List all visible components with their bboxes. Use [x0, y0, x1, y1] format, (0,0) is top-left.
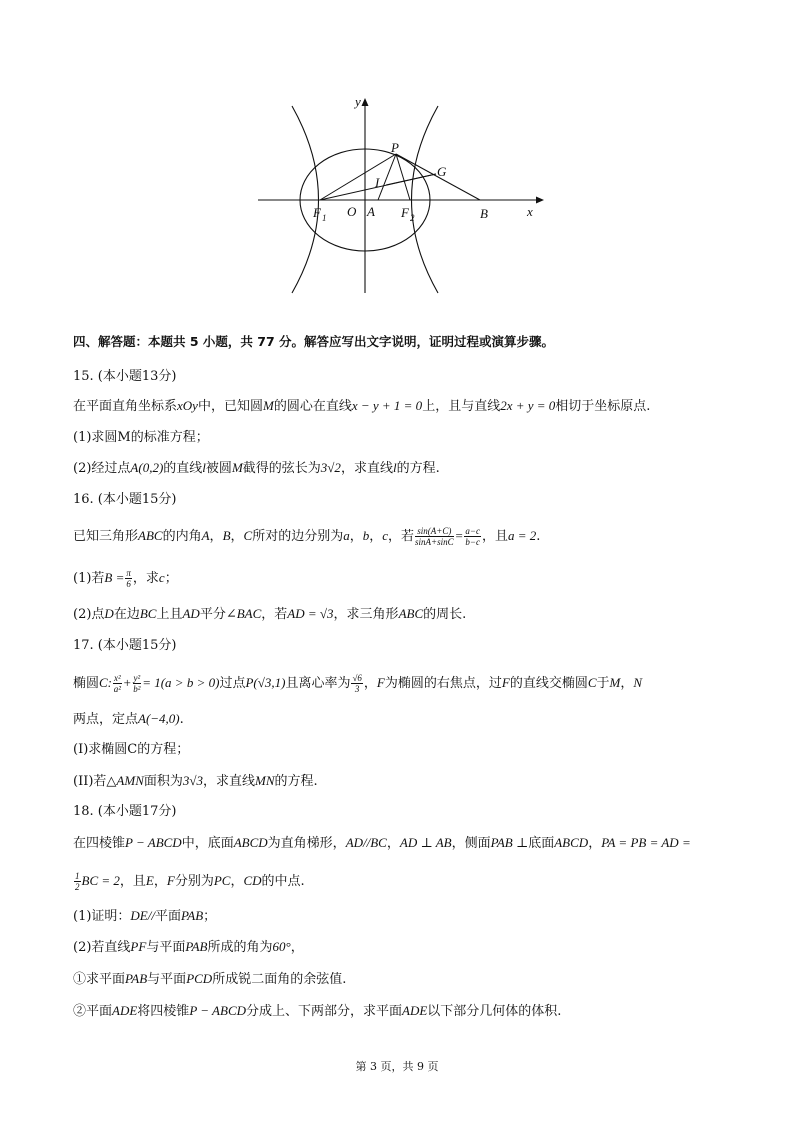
- label-y: y: [355, 94, 361, 109]
- label-F2: F: [401, 205, 409, 220]
- q15-heading: 15. (本小题13分): [73, 369, 177, 384]
- segment-F1P: [320, 154, 396, 200]
- q15-part2: (2)经过点A(0,2)的直线l被圆M截得的弦长为3√2，求直线l的方程.: [73, 460, 440, 476]
- label-I: I: [375, 175, 380, 190]
- q16-heading: 16. (本小题15分): [73, 492, 177, 507]
- label-F1-subscript: 1: [322, 213, 327, 223]
- label-B: B: [480, 206, 488, 221]
- q15-statement: 在平面直角坐标系xOy中，已知圆M的圆心在直线x − y + 1 = 0上，且与直线2x + y = 0相切于坐标原点.: [73, 398, 651, 414]
- q17-statement-line1: 椭圆C: $\frac{\text{x²}}{\text{a²}}$ + $\frac{\text{y²}}{\text{b²}}$ = 1(a > b > 0)过点P(√3,1)且离心率为 $\frac{√6}{3}$ ，F为椭圆的右焦点，过F的直线交椭圆C于M，N: [73, 673, 643, 694]
- label-F2-subscript: 2: [410, 213, 415, 223]
- page-footer: 第 3 页，共 9 页: [355, 1060, 439, 1073]
- label-x: x: [527, 204, 533, 219]
- section-title: 四、解答题：本题共 5 小题，共 77 分。解答应写出文字说明，证明过程或演算步骤。: [73, 334, 555, 349]
- ellipse-hyperbola-diagram: [240, 88, 550, 300]
- label-O: O: [347, 204, 357, 219]
- q18-part2-sub2: ②平面ADE将四棱锥P − ABCD分成上、下两部分，求平面ADE以下部分几何体的体积.: [73, 1003, 562, 1019]
- segment-PA: [378, 154, 396, 200]
- q16-statement: 已知三角形ABC的内角A，B，C所对的边分别为a，b，c，若 $\frac{\sin(A+C)}{\sin A+\sin C}$ = $\frac{a-c}{b-c}$ ，且a = 2.: [73, 526, 541, 547]
- conic-figure: [240, 88, 550, 300]
- q18-part2: (2)若直线PF与平面PAB所成的角为60°，: [73, 939, 304, 955]
- label-G: G: [437, 164, 447, 179]
- q16-part1: (1)若B = $\frac{\pi}{6}$ ，求c；: [73, 568, 178, 589]
- q17-part2: (II)若△AMN面积为3√3，求直线MN的方程.: [73, 773, 318, 789]
- q18-part2-sub1: ①求平面PAB与平面PCD所成锐二面角的余弦值.: [73, 971, 347, 987]
- q17-statement-line2: 两点，定点A(−4,0).: [73, 711, 184, 727]
- q17-part1: (I)求椭圆C的方程；: [73, 742, 190, 757]
- q15-part1: (1)求圆M的标准方程；: [73, 430, 209, 445]
- label-F1: F: [313, 205, 321, 220]
- x-axis-arrow: [536, 197, 544, 204]
- y-axis-arrow: [362, 98, 369, 106]
- label-P: P: [391, 140, 399, 155]
- q18-heading: 18. (本小题17分): [73, 804, 177, 819]
- q18-statement-line2: $\frac{1}{2}$ BC = 2，且E，F分别为PC，CD的中点.: [75, 871, 305, 892]
- segment-IG: [386, 174, 436, 185]
- q17-heading: 17. (本小题15分): [73, 638, 177, 653]
- q18-part1: (1)证明：DE//平面PAB；: [73, 908, 217, 924]
- q16-part2: (2)点D在边BC上且AD平分∠BAC，若AD = √3，求三角形ABC的周长.: [73, 606, 467, 622]
- label-A: A: [367, 204, 375, 219]
- q18-statement-line1: 在四棱锥P − ABCD中，底面ABCD为直角梯形，AD//BC，AD ⊥ AB，侧面PAB ⊥底面ABCD，PA = PB = AD =: [73, 835, 691, 851]
